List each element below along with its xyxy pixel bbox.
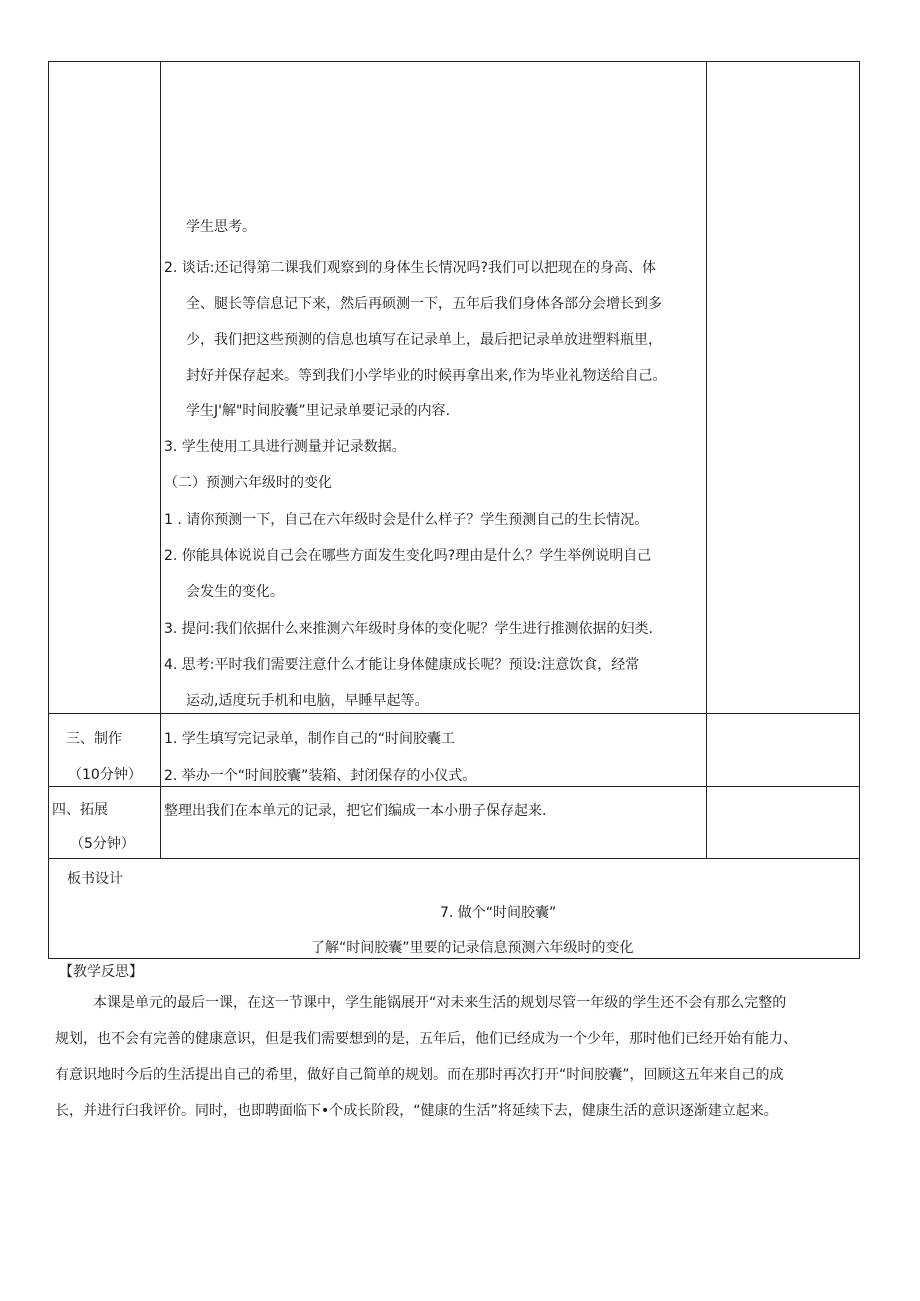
row1-line-1: 学生思考。 bbox=[186, 219, 256, 235]
reflection-line-3: 有意识地时今后的生活提出自己的希里，做好自己简单的规划。而在那时再次打开“时间胶囊”，回顾这五年来自己的成 bbox=[55, 1067, 784, 1083]
reflection-line-1: 本课是单元的最后一课，在这一节课中，学生能锅展开“对未来生活的规划尽管一年级的学生还不会有那么完整的 bbox=[93, 995, 787, 1011]
table-border-bottom bbox=[48, 958, 860, 959]
reflection-heading: 【教学反思】 bbox=[59, 964, 143, 980]
col-divider-1 bbox=[160, 61, 161, 858]
row-divider-2 bbox=[48, 786, 860, 787]
row2-line-2: 2. 举办一个“时间胶囊”装箱、封闭保存的小仪式。 bbox=[164, 768, 477, 784]
row2-line-1: 1. 学生填写完记录单，制作自己的“时间胶囊工 bbox=[164, 731, 456, 747]
row1-line-5: 封好并保存起来。等到我们小学毕业的时候再拿出来,作为毕业礼物送给自己。 bbox=[186, 368, 667, 384]
row1-line-11: 会发生的变化。 bbox=[186, 584, 284, 600]
board-design-label: 板书设计 bbox=[67, 871, 123, 887]
row-divider-1 bbox=[48, 713, 860, 714]
row1-line-4: 少，我们把这些预测的信息也填写在记录单上，最后把记录单放进塑料瓶里， bbox=[186, 332, 662, 348]
row1-line-14: 运动,适度玩手机和电脑，早睡早起等。 bbox=[186, 693, 429, 709]
table-border-top bbox=[48, 61, 860, 62]
row-divider-3 bbox=[48, 858, 860, 859]
row1-line-2: 2. 谈话:还记得第二课我们观察到的身体生长情况吗?我们可以把现在的身高、体 bbox=[164, 260, 656, 276]
row3-line-1: 整理出我们在本单元的记录，把它们编成一本小册子保存起来. bbox=[164, 803, 547, 819]
row1-line-3: 全、腿长等信息记下来，然后再硕测一下，五年后我们身体各部分会增长到多 bbox=[186, 296, 662, 312]
board-design-title: 7. 做个“时间胶囊” bbox=[440, 905, 557, 921]
row1-line-12: 3. 提问:我们依据什么来推测六年级时身体的变化呢？学生进行推测依据的妇类. bbox=[164, 621, 653, 637]
reflection-line-4: 长，并进行臼我评价。同时，也即聘面临下•个成长阶段，“健康的生活”将延续下去，健康生活的意识逐渐建立起来。 bbox=[55, 1103, 778, 1119]
row1-line-13: 4. 思考:平时我们需要注意什么才能让身体健康成长呢？预设:注意饮食，经常 bbox=[164, 657, 640, 673]
row1-line-10: 2. 你能具体说说自己会在哪些方面发生变化吗?理由是什么？学生举例说明自己 bbox=[164, 548, 652, 564]
col-divider-2 bbox=[706, 61, 707, 858]
row3-label-time: （5分钟） bbox=[70, 836, 135, 852]
row1-line-8: （二）预测六年级时的变化 bbox=[164, 475, 332, 491]
table-border-right bbox=[859, 61, 860, 959]
row1-line-7: 3. 学生使用工具进行测量并记录数据。 bbox=[164, 439, 406, 455]
row1-line-9: 1 . 请你预测一下，自己在六年级时会是什么样子？学生预测自己的生长情况。 bbox=[164, 512, 649, 528]
row1-line-6: 学生J'解"时间胶囊”里记录单要记录的内容. bbox=[186, 403, 451, 419]
board-design-subtitle: 了解“时间胶囊”里要的记录信息预测六年级时的变化 bbox=[311, 940, 634, 956]
table-border-left bbox=[48, 61, 49, 959]
row2-label-stage: 三、制作 bbox=[66, 731, 122, 747]
row3-label-stage: 四、拓展 bbox=[52, 802, 108, 818]
reflection-line-2: 规划，也不会有完善的健康意识，但是我们需要想到的是，五年后，他们已经成为一个少年，那时他们已经开始有能力、 bbox=[55, 1031, 797, 1047]
row2-label-time: （10分钟） bbox=[68, 767, 142, 783]
